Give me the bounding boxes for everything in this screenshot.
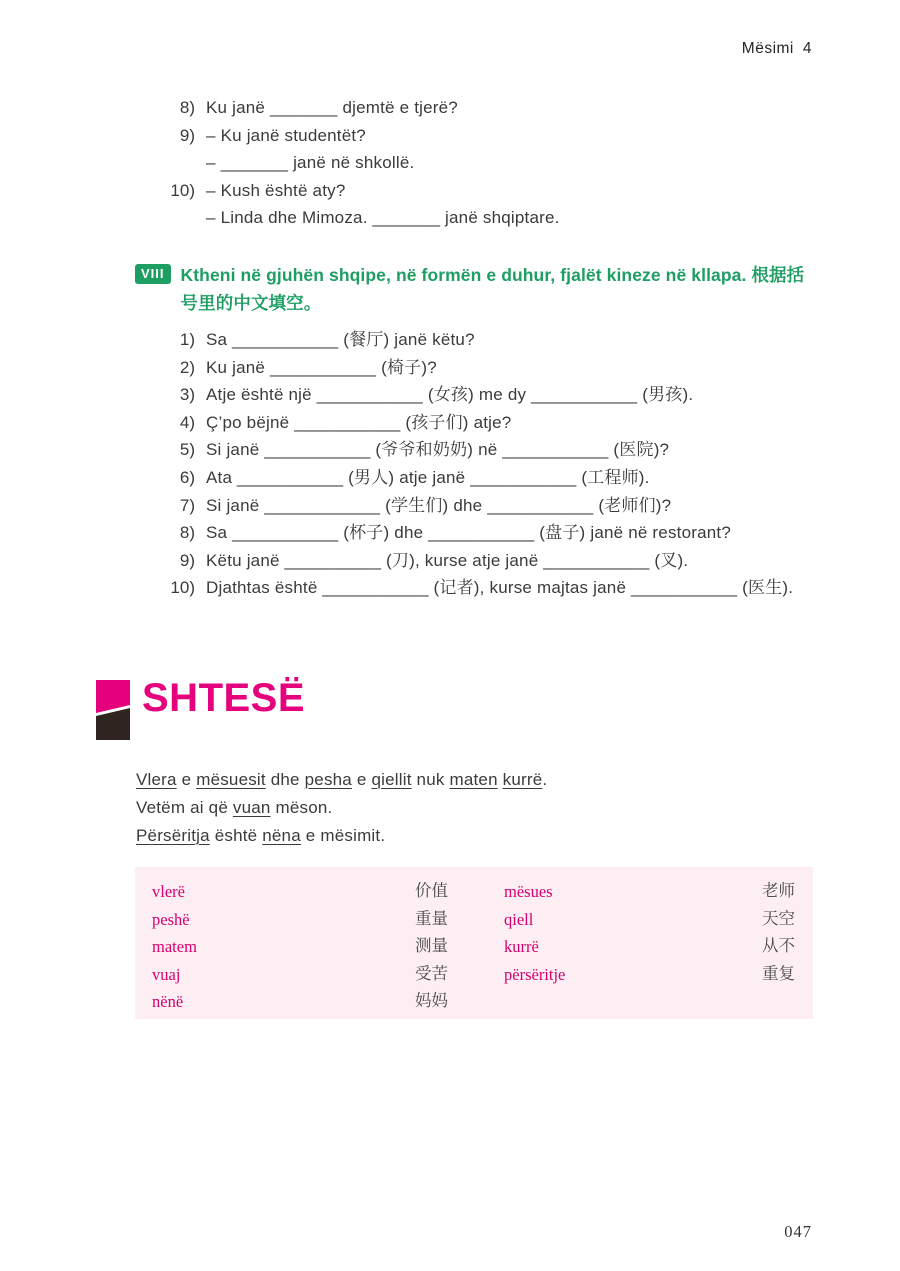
exercise-item	[140, 436, 793, 464]
exercise-item	[140, 464, 793, 492]
vocabulary-column-right	[504, 878, 795, 1019]
item-text: Si janë ____________ (学生们) dhe ___________ (老师们)?	[206, 495, 672, 515]
vocab-meaning: 妈妈	[415, 992, 448, 1011]
lesson-label: Mësimi	[741, 40, 794, 57]
vocab-entry	[152, 961, 448, 989]
proverb-line: Vlera e mësuesit dhe pesha e qiellit nuk maten kurrë.	[136, 770, 548, 789]
item-number: 5)	[179, 440, 195, 460]
exercise8-items	[140, 326, 793, 602]
vocab-meaning: 从不	[762, 937, 795, 956]
exercise-item	[140, 519, 793, 547]
exercise-item	[140, 574, 793, 602]
vocab-entry	[152, 878, 448, 906]
proverb-text	[136, 766, 547, 849]
exercise-item	[140, 94, 560, 122]
exercise8-heading	[135, 261, 815, 317]
vocab-word: nënë	[152, 992, 184, 1012]
exercise-item	[140, 122, 560, 150]
vocab-entry	[504, 906, 795, 934]
vocab-meaning: 测量	[415, 937, 448, 956]
vocab-entry	[152, 906, 448, 934]
vocab-word: mësues	[504, 882, 553, 901]
vocab-entry	[152, 988, 448, 1016]
item-text: – Linda dhe Mimoza. _______ janë shqiptare.	[206, 208, 560, 228]
item-number: 9)	[179, 125, 195, 145]
item-text: Këtu janë __________ (刀), kurse atje janë ___________ (叉).	[206, 550, 689, 570]
vocab-meaning: 价值	[415, 882, 448, 900]
item-text: Djathtas është ___________ (记者), kurse majtas janë ___________ (医生).	[206, 578, 794, 598]
item-number: 8)	[179, 523, 195, 543]
item-text: Atje është një ___________ (女孩) me dy ___________ (男孩).	[206, 385, 694, 405]
addendum-logo	[96, 676, 306, 745]
vocab-word: qiell	[504, 909, 534, 929]
vocabulary-box	[135, 867, 813, 1019]
item-text: – Ku janë studentët?	[206, 125, 366, 145]
vocab-word: peshë	[152, 909, 190, 929]
exercise8-instruction: Ktheni në gjuhën shqipe, në formën e duhur, fjalët kineze në kllapa. 根据括号里的中文填空。	[180, 265, 805, 313]
item-number: 3)	[179, 385, 195, 405]
item-text: Ku janë ___________ (椅子)?	[206, 357, 437, 377]
exercise-item	[140, 547, 793, 575]
vocab-entry	[504, 878, 795, 906]
exercise-item	[140, 492, 793, 520]
vocab-word: përsëritje	[504, 964, 566, 984]
shtese-logo-icon	[96, 680, 130, 745]
vocab-word: kurrë	[504, 937, 539, 957]
item-number: 6)	[179, 467, 195, 487]
vocab-meaning: 天空	[762, 909, 795, 928]
exercise-item	[140, 354, 793, 382]
item-text: – _______ janë në shkollë.	[206, 153, 415, 173]
item-text: – Kush është aty?	[206, 180, 346, 200]
vocab-word: vuaj	[152, 964, 181, 984]
item-text: Ata ___________ (男人) atje janë ___________ (工程师).	[206, 467, 650, 487]
vocab-meaning: 重量	[415, 909, 448, 928]
exercise-item	[140, 177, 560, 205]
lesson-number: 4	[802, 40, 812, 57]
item-number: 1)	[179, 330, 195, 349]
item-number: 2)	[179, 357, 195, 377]
item-number: 8)	[179, 98, 195, 117]
running-header	[742, 40, 812, 58]
item-text: Sa ___________ (餐厅) janë këtu?	[206, 330, 475, 349]
exercise-item	[140, 149, 560, 177]
item-number: 9)	[179, 550, 195, 570]
item-number: 4)	[179, 412, 195, 432]
vocab-word: vlerë	[152, 882, 185, 901]
item-number: 7)	[179, 495, 195, 515]
proverb-line: Vetëm ai që vuan mëson.	[136, 797, 333, 817]
vocab-meaning: 老师	[762, 882, 795, 900]
item-text: Sa ___________ (杯子) dhe ___________ (盘子) janë në restorant?	[206, 523, 731, 543]
exercise-item	[140, 326, 793, 354]
item-number: 10)	[170, 578, 195, 598]
vocabulary-column-left	[152, 878, 448, 1019]
page-number: 047	[784, 1222, 812, 1241]
exercise-item	[140, 204, 560, 232]
addendum-title: SHTESË	[142, 676, 306, 720]
exercise7-items	[140, 94, 560, 232]
vocab-word: matem	[152, 937, 197, 957]
exercise-item	[140, 381, 793, 409]
item-number: 10)	[170, 180, 195, 200]
section-number-badge: VIII	[135, 264, 171, 284]
vocab-entry	[152, 933, 448, 961]
item-text: Ç’po bëjnë ___________ (孩子们) atje?	[206, 412, 512, 432]
item-text: Ku janë _______ djemtë e tjerë?	[206, 98, 458, 117]
item-text: Si janë ___________ (爷爷和奶奶) në ___________ (医院)?	[206, 440, 670, 460]
vocab-entry	[504, 933, 795, 961]
vocab-entry	[504, 961, 795, 989]
exercise-item	[140, 409, 793, 437]
vocab-meaning: 重复	[762, 964, 795, 983]
vocab-meaning: 受苦	[415, 964, 448, 983]
proverb-line: Përsëritja është nëna e mësimit.	[136, 825, 386, 845]
